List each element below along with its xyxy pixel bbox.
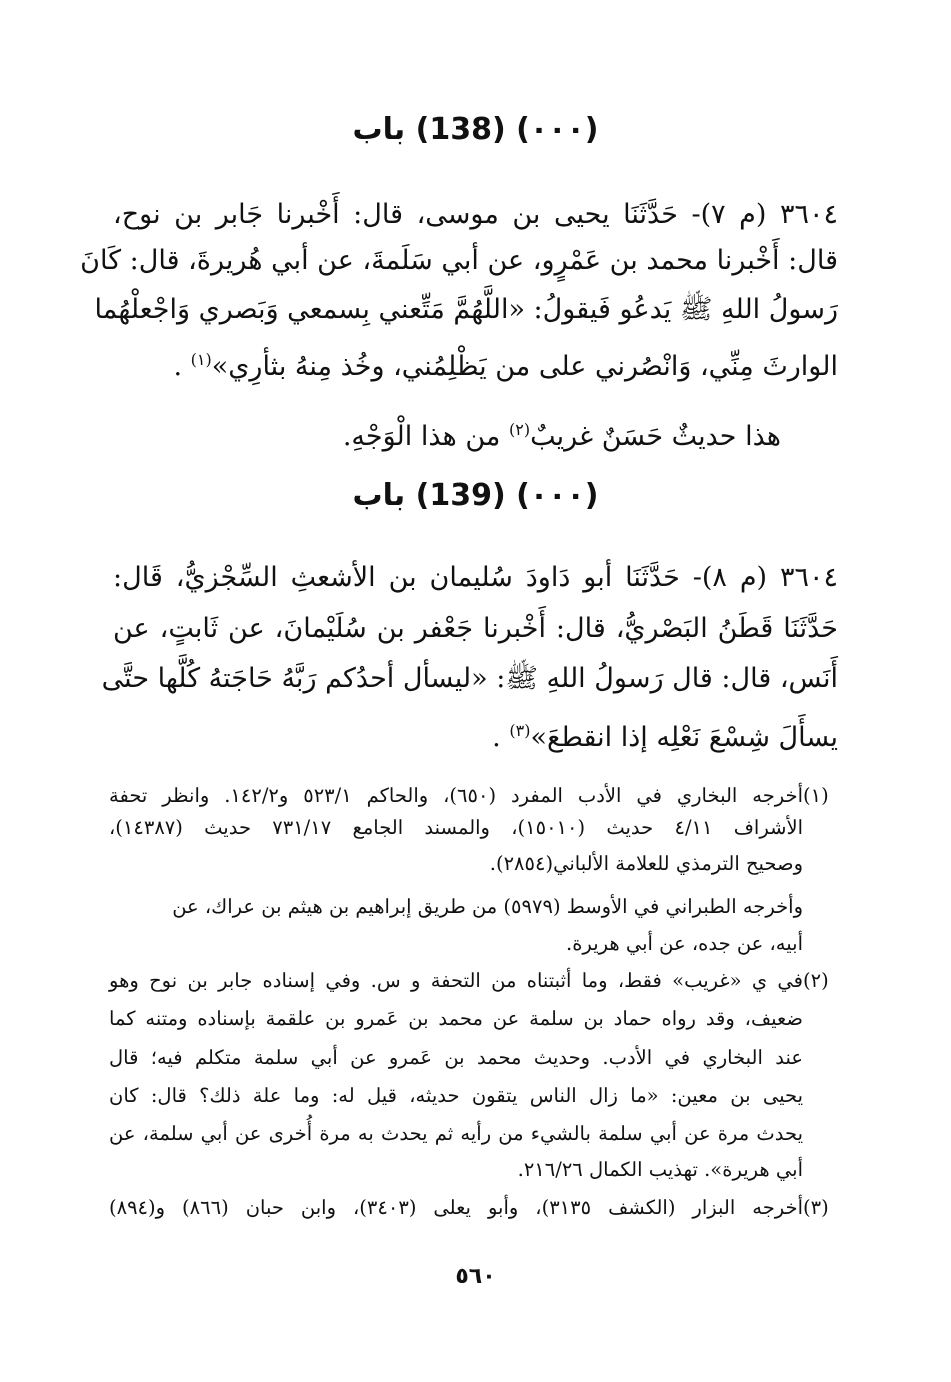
footnote-line: الأشراف ٤/١١ حديث (١٥٠١٠)، والمسند الجامع ٧٣١/١٧ حديث (١٤٣٨٧)،: [109, 816, 803, 839]
footnote-line: ضعيف، وقد رواه حماد بن سلمة عن محمد بن عَمرو بن علقمة بإسناده ومتنه كما: [109, 1007, 803, 1030]
footnote-line: عند البخاري في الأدب. وحديث محمد بن عَمرو عن أبي سلمة متكلم فيه؛ قال: [109, 1046, 803, 1069]
footnote-number: (٣): [803, 1196, 829, 1219]
footnote-line: أبيه، عن جده، عن أبي هريرة.: [566, 932, 803, 955]
hadith-line: ٣٦٠٤ (م ٧)- حَدَّثَنَا يحيى بن موسى، قال: أَخْبرنا جَابر بن نوح،: [113, 199, 838, 230]
page-number: ٥٦٠: [455, 1264, 496, 1289]
footnote-line: يحيى بن معين: «ما زال الناس يتقون حديثه، قيل له: وما علة ذلك؟ قال: كان: [109, 1084, 803, 1107]
footnote-number: (١): [803, 784, 829, 807]
verdict-text: هذا حديثٌ حَسَنٌ غريبٌ: [530, 421, 781, 452]
footnote-ref-2: (٢): [508, 420, 531, 439]
hadith-line: ٣٦٠٤ (م ٨)- حَدَّثَنَا أبو دَاودَ سُليمان بن الأشعثِ السِّجْزيُّ، قَال:: [113, 562, 838, 593]
footnote-ref-3: (٣): [509, 721, 531, 740]
hadith-line: أَنَس، قال: قال رَسولُ اللهِ ﷺ: «ليسأل أحدُكم رَبَّهُ حَاجَتهُ كُلَّها حتَّى: [101, 663, 838, 694]
footnote-line: وأخرجه الطبراني في الأوسط (٥٩٧٩) من طريق إبراهيم بن هيثم بن عراك، عن: [172, 895, 803, 918]
chapter-heading-139: (٠٠٠) (139) باب: [352, 478, 599, 513]
hadith-text: الوارثَ مِنِّي، وَانْصُرني على من يَظْلِمُني، وخُذ مِنهُ بثأرِي»: [211, 351, 838, 382]
hadith-line: حَدَّثَنَا قَطَنُ البَصْريُّ، قال: أَخْبرنا جَعْفر بن سُلَيْمانَ، عن ثَابتٍ، عن: [113, 613, 839, 644]
tirmidhi-verdict: [56, 410, 781, 457]
footnote-ref-1: (١): [190, 350, 212, 369]
hadith-line: قال: أَخْبرنا محمد بن عَمْرٍو، عن أبي سَلَمةَ، عن أبي هُريرةَ، قال: كَانَ: [80, 245, 838, 276]
verdict-end: من هذا الْوَجْهِ.: [342, 421, 501, 452]
hadith-text: يسأَلَ شِسْعَ نَعْلِه إذا انقطعَ»: [530, 722, 838, 753]
period: .: [492, 722, 501, 753]
chapter-heading-138: (٠٠٠) (138) باب: [352, 112, 599, 147]
footnote-number: (٢): [803, 969, 829, 992]
footnote-line: في ي «غريب» فقط، وما أثبتناه من التحفة و س. وفي إسناده جابر بن نوح وهو: [109, 969, 803, 992]
footnote-line: أخرجه البخاري في الأدب المفرد (٦٥٠)، والحاكم ٥٢٣/١ و١٤٢/٢. وانظر تحفة: [109, 784, 803, 807]
footnote-line: أبي هريرة». تهذيب الكمال ٢١٦/٢٦.: [517, 1158, 803, 1181]
hadith-line-last: [113, 711, 838, 758]
hadith-line-last: [113, 340, 838, 387]
footnote-line: أخرجه البزار (الكشف ٣١٣٥)، وأبو يعلى (٣٤٠٣)، وابن حبان (٨٦٦) و(٨٩٤): [109, 1196, 803, 1219]
period: .: [173, 351, 183, 382]
footnote-line: وصحيح الترمذي للعلامة الألباني(٢٨٥٤).: [489, 852, 803, 875]
footnote-line: يحدث مرة عن أبي سلمة بالشيء من رأيه ثم يحدث به مرة أُخرى عن أبي سلمة، عن: [109, 1122, 803, 1145]
hadith-line: رَسولُ اللهِ ﷺ يَدعُو فَيقولُ: «اللَّهُمَّ مَتِّعني بِسمعي وَبَصري وَاجْعلْهُما: [94, 294, 838, 325]
